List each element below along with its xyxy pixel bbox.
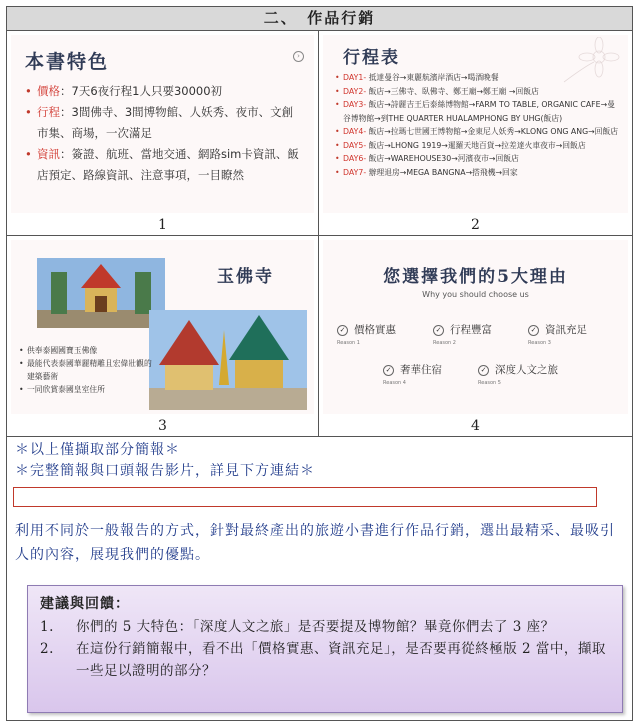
notes-section	[7, 437, 632, 563]
list-item: • DAY6- 飯店→WAREHOUSE30→河濱夜市→回飯店	[335, 152, 622, 166]
list-item: • DAY5- 飯店→LHONG 1919→暹羅天地百貨→拉差達火車夜市→回飯店	[335, 139, 622, 153]
slides-grid	[7, 31, 632, 437]
slide-title: 您選擇我們的5大理由	[383, 267, 568, 287]
slide-title: 行程表	[343, 48, 400, 68]
check-icon: ✓	[383, 365, 394, 376]
slide-cell-4	[319, 236, 632, 437]
note-line: ＊以上僅擷取部分簡報＊	[15, 442, 180, 458]
feedback-box	[27, 585, 623, 713]
list-item: 2. 在這份行銷簡報中，看不出「價格實惠、資訊充足」，是否要再從終極版 2 當中，擷取一些足以證明的部分？	[40, 641, 606, 679]
list-item: • DAY7- 辦理退房→MEGA BANGNA→搭飛機→回家	[335, 166, 622, 180]
reason-item: ✓ 價格實惠 Reason 1	[337, 324, 396, 346]
check-icon: ✓	[528, 325, 539, 336]
reason-item: ✓ 資訊充足 Reason 3	[528, 324, 587, 346]
temple-list	[19, 344, 154, 396]
note-paragraph: 利用不同於一般報告的方式，針對最終產出的旅遊小書進行作品行銷，選出最精采、最吸引人的內容，展現我們的優點。	[15, 523, 615, 563]
temple-guardians-photo	[37, 258, 165, 328]
reason-item: ✓ 行程豐富 Reason 2	[433, 324, 492, 346]
document-page	[6, 6, 633, 721]
list-item: • 供奉泰國國寶玉佛像	[19, 344, 154, 357]
list-item: • 價格：7天6夜行程1人只要30000初	[25, 81, 304, 102]
feedback-list	[40, 616, 610, 682]
temple-photo	[149, 310, 307, 410]
slide-number: 4	[471, 418, 480, 434]
slide-itinerary	[323, 35, 628, 213]
slide-number: 3	[158, 418, 167, 434]
reason-item: ✓ 奢華住宿 Reason 4	[383, 364, 442, 386]
slide-temple	[11, 240, 314, 414]
list-item: • DAY2- 飯店→三佛寺、臥佛寺、鄭王廟→鄭王廟 →回飯店	[335, 85, 622, 99]
slide-number: 2	[471, 217, 480, 233]
slide-title: 玉佛寺	[217, 267, 274, 287]
note-line: ＊完整簡報與口頭報告影片，詳見下方連結＊	[15, 463, 315, 479]
arrow-icon: ›	[293, 51, 304, 62]
slide-title: 本書特色	[25, 51, 110, 73]
list-item: • 最能代表泰國華麗精雕且宏偉壯觀的建築藝術	[19, 357, 154, 383]
list-item: • DAY4- 飯店→拉瑪七世國王博物館→金東尼人妖秀→KLONG ONG ANG→回飯店	[335, 125, 622, 139]
slide-subtitle: Why you should choose us	[422, 290, 529, 299]
list-item: • 資訊：簽證、航班、當地交通、網路sim卡資訊、飯店預定、路線資訊、注意事項，一目瞭然	[25, 144, 304, 186]
slide-cell-1	[7, 31, 319, 236]
list-item: • DAY1- 抵達曼谷→東麗航濱岸酒店→喝酒晚餐	[335, 71, 622, 85]
slide-features	[11, 35, 314, 213]
list-item: • DAY3- 飯店→詩麗吉王后泰絲博物館→FARM TO TABLE, ORGANIC CAFE→曼谷博物館→到THE QUARTER HUALAMPHONG BY UHG(飯店)	[335, 98, 622, 125]
check-icon: ✓	[337, 325, 348, 336]
slide-number: 1	[158, 217, 167, 233]
link-box[interactable]	[13, 487, 597, 507]
list-item: • 一同欣賞泰國皇室住所	[19, 383, 154, 396]
slide-cell-3	[7, 236, 319, 437]
feature-list	[25, 81, 304, 186]
list-item: • 行程：3間佛寺、3間博物館、人妖秀、夜市、文創市集、商場，一次滿足	[25, 102, 304, 144]
reason-item: ✓ 深度人文之旅 Reason 5	[478, 364, 558, 386]
section-title: 二、 作品行銷	[7, 7, 632, 31]
slide-cell-2	[319, 31, 632, 236]
itinerary-list	[335, 71, 622, 179]
check-icon: ✓	[433, 325, 444, 336]
slide-reasons	[323, 240, 628, 414]
feedback-heading: 建議與回饋：	[40, 596, 130, 612]
list-item: 1. 你們的 5 大特色：「深度人文之旅」是否要提及博物館？畢竟你們去了 3 座？	[40, 619, 555, 635]
check-icon: ✓	[478, 365, 489, 376]
